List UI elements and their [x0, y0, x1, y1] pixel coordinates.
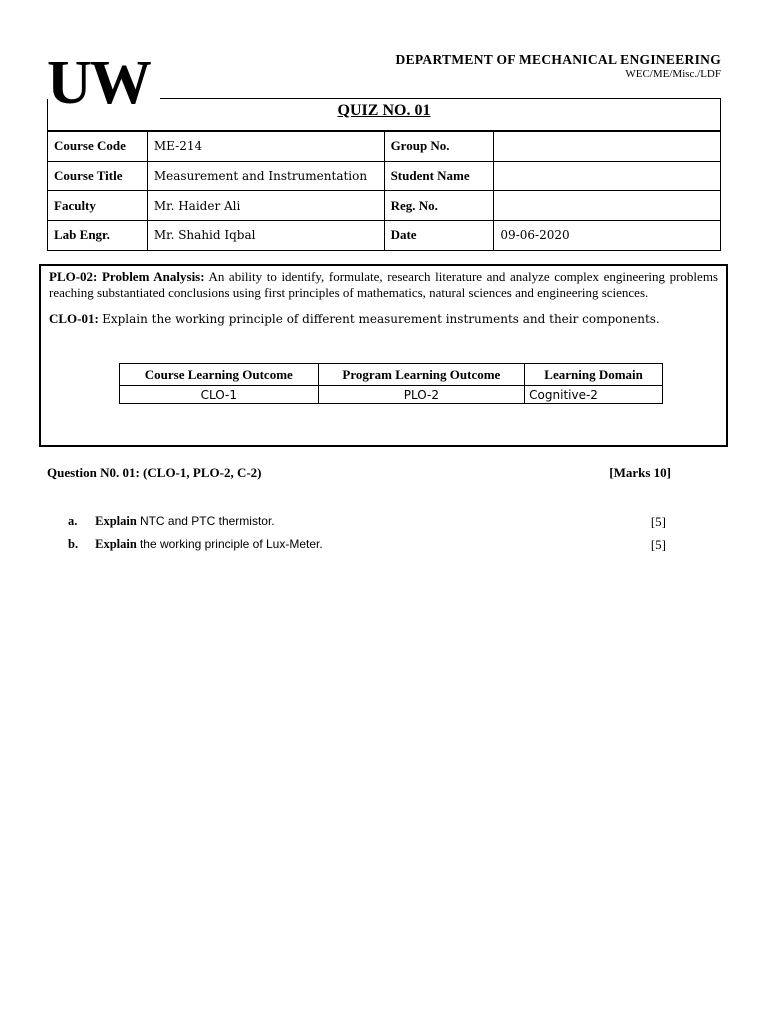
column-header: Learning Domain — [525, 364, 663, 386]
course-code-label: Course Code — [48, 132, 148, 162]
reg-no-label: Reg. No. — [384, 191, 494, 221]
clo-code: CLO-01: — [49, 311, 99, 326]
date-value: 09-06-2020 — [494, 221, 721, 251]
group-value[interactable] — [494, 132, 721, 162]
lab-engr-label: Lab Engr. — [48, 221, 148, 251]
lab-engr-value: Mr. Shahid Iqbal — [147, 221, 384, 251]
student-name-value[interactable] — [494, 161, 721, 191]
question-item-a — [68, 514, 275, 529]
item-marks: [5] — [650, 537, 666, 552]
quiz-title-box — [47, 99, 721, 131]
item-marks: [5] — [650, 514, 666, 529]
table-row — [120, 386, 663, 404]
table-cell: Cognitive-2 — [525, 386, 663, 404]
table-cell: PLO-2 — [318, 386, 525, 404]
table-row — [48, 191, 721, 221]
reg-no-value[interactable] — [494, 191, 721, 221]
plo-code: PLO-02: — [49, 269, 98, 284]
column-header: Program Learning Outcome — [318, 364, 525, 386]
table-header-row — [120, 364, 663, 386]
table-row — [48, 161, 721, 191]
course-code-value: ME-214 — [147, 132, 384, 162]
faculty-label: Faculty — [48, 191, 148, 221]
clo-description: Explain the working principle of different measurement instruments and their components. — [102, 312, 660, 326]
plo-description: An ability to identify, formulate, research literature and analyze complex engineering problems reaching substantiated conclusions using first principles of mathematics, natural sciences and engineering sciences. — [49, 269, 718, 300]
course-info-table — [47, 131, 721, 251]
course-title-label: Course Title — [48, 161, 148, 191]
table-row — [48, 132, 721, 162]
group-label: Group No. — [384, 132, 494, 162]
column-header: Course Learning Outcome — [120, 364, 319, 386]
faculty-value: Mr. Haider Ali — [147, 191, 384, 221]
date-label: Date — [384, 221, 494, 251]
table-row — [48, 221, 721, 251]
department-name: DEPARTMENT OF MECHANICAL ENGINEERING — [395, 52, 721, 67]
outcomes-box — [39, 264, 728, 447]
student-name-label: Student Name — [384, 161, 494, 191]
question-item-b — [68, 537, 323, 552]
clo-paragraph — [49, 311, 718, 327]
plo-title: Problem Analysis: — [101, 269, 205, 284]
item-text: the working principle of Lux-Meter. — [139, 537, 323, 551]
plo-paragraph — [49, 269, 718, 300]
item-keyword: Explain — [95, 537, 137, 551]
item-letter: b. — [68, 537, 79, 551]
question-title: Question N0. 01: (CLO-1, PLO-2, C-2) — [47, 465, 262, 480]
item-keyword: Explain — [95, 514, 137, 528]
university-logo: UW — [47, 49, 150, 117]
quiz-title: QUIZ NO. 01 — [337, 102, 431, 119]
table-cell: CLO-1 — [120, 386, 319, 404]
question-marks: [Marks 10] — [609, 465, 671, 480]
course-title-value: Measurement and Instrumentation — [147, 161, 384, 191]
learning-outcomes-table — [119, 363, 663, 404]
item-text: NTC and PTC thermistor. — [139, 514, 275, 528]
document-reference: WEC/ME/Misc./LDF — [625, 68, 721, 80]
item-letter: a. — [68, 514, 78, 528]
